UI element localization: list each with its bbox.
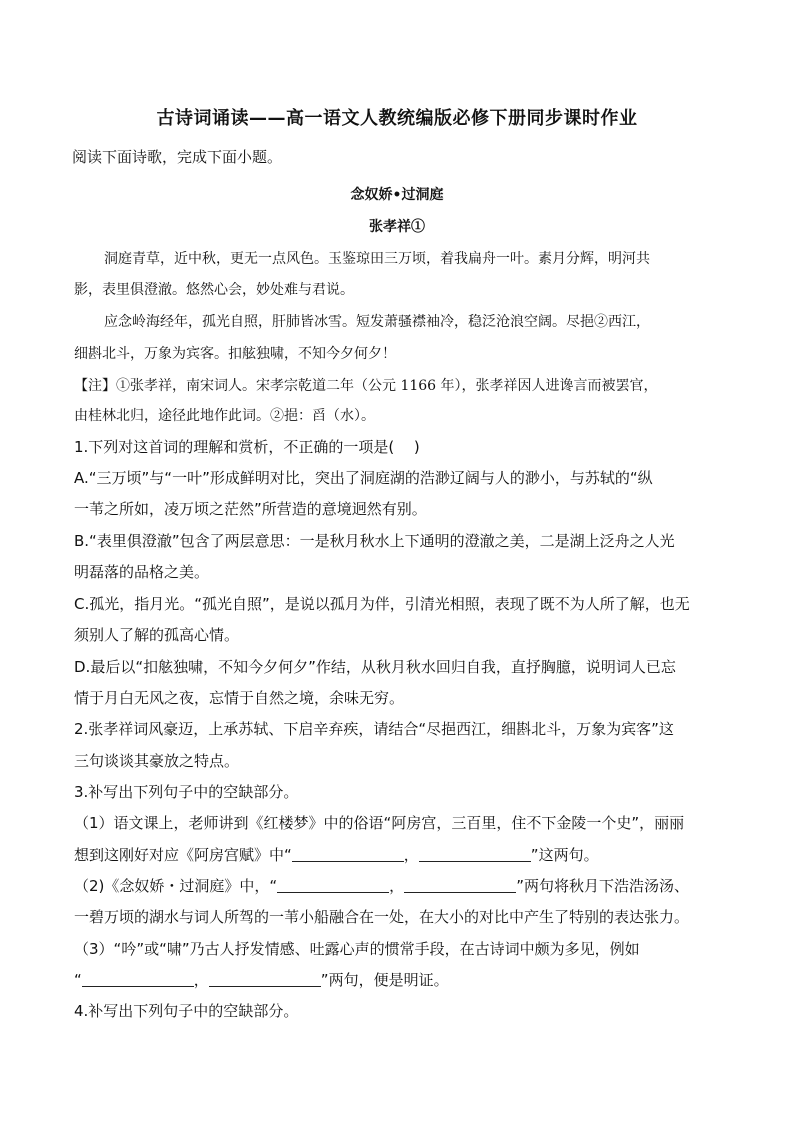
question-3: 3.补写出下列句子中的空缺部分。: [74, 783, 299, 801]
option-d-cont: 情于月白无风之夜，忘情于自然之境，余味无穷。: [74, 689, 405, 707]
question-2-cont: 三句谈谈其豪放之特点。: [74, 752, 240, 770]
poem-author: 张孝祥①: [369, 219, 425, 235]
poem-note: 由桂林北归，途径此地作此词。②挹：舀（水）。: [74, 408, 375, 424]
option-a: A.“三万顷”与“一叶”形成鲜明对比，突出了洞庭湖的浩渺辽阔与人的渺小，与苏轼的“纵: [74, 469, 653, 487]
option-b: B.“表里俱澄澈”包含了两层意思：一是秋月秋水上下通明的澄澈之美，二是湖上泛舟之人光: [74, 532, 675, 550]
instruction-text: 阅读下面诗歌，完成下面小题。: [72, 148, 283, 166]
answer-blank[interactable]: [404, 878, 516, 893]
option-c: C.孤光，指月光。“孤光自照”，是说以孤月为伴，引清光相照，表现了既不为人所了解，也无: [74, 595, 690, 613]
question-3-3-blanks: “ ， ”两句，便是明证。: [74, 971, 449, 989]
poem-title: 念奴娇•过洞庭: [350, 187, 444, 203]
question-3-3: （3）“吟”或“啸”乃古人抒发情感、吐露心声的惯常手段，在古诗词中颇为多见，例如: [74, 940, 640, 958]
question-3-1: （1）语文课上，老师讲到《红楼梦》中的俗语“阿房宫，三百里，住不下金陵一个史”，丽丽: [74, 814, 685, 832]
question-3-1-blanks: 想到这刚好对应《阿房宫赋》中“ ， ”这两句。: [74, 846, 599, 864]
question-3-2-blanks: （2)《念奴娇・过洞庭》中，“ ， ”两句将秋月下浩浩汤汤、: [74, 877, 689, 895]
answer-blank[interactable]: [277, 878, 389, 893]
question-2: 2.张孝祥词风豪迈，上承苏轼、下启辛弃疾，请结合“尽挹西江，细斟北斗，万象为宾客”这: [74, 720, 674, 738]
poem-line: 洞庭青草，近中秋，更无一点风色。玉鉴琼田三万顷，着我扁舟一叶。素月分辉，明河共: [104, 251, 650, 267]
poem-line: 细斟北斗，万象为宾客。扣舷独啸，不知今夕何夕！: [74, 346, 396, 362]
option-c-cont: 须别人了解的孤高心情。: [74, 626, 240, 644]
poem-line: 影，表里俱澄澈。悠然心会，妙处难与君说。: [74, 282, 354, 298]
option-a-cont: 一苇之所如，凌万顷之茫然”所营造的意境迥然有别。: [74, 500, 427, 518]
poem-line: 应念岭海经年，孤光自照，肝肺皆冰雪。短发萧骚襟袖冷，稳泛沧浪空阔。尽挹②西江，: [104, 314, 650, 330]
poem-note: 【注】①张孝祥，南宋词人。宋孝宗乾道二年（公元 1166 年），张孝祥因人进谗言而被罢官，: [74, 378, 658, 394]
question-4: 4.补写出下列句子中的空缺部分。: [74, 1002, 299, 1020]
question-1: 1.下列对这首词的理解和赏析，不正确的一项是( ): [74, 438, 420, 456]
answer-blank[interactable]: [209, 972, 321, 987]
answer-blank[interactable]: [292, 847, 404, 862]
answer-blank[interactable]: [82, 972, 194, 987]
document-title: 古诗词诵读——高一语文人教统编版必修下册同步课时作业: [156, 108, 638, 129]
option-b-cont: 明磊落的品格之美。: [74, 563, 210, 581]
answer-blank[interactable]: [419, 847, 531, 862]
question-3-2-cont: 一碧万顷的湖水与词人所驾的一苇小船融合在一处，在大小的对比中产生了特别的表达张力。: [74, 908, 690, 926]
option-d: D.最后以“扣舷独啸，不知今夕何夕”作结，从秋月秋水回归自我，直抒胸臆，说明词人已忘: [74, 658, 676, 676]
